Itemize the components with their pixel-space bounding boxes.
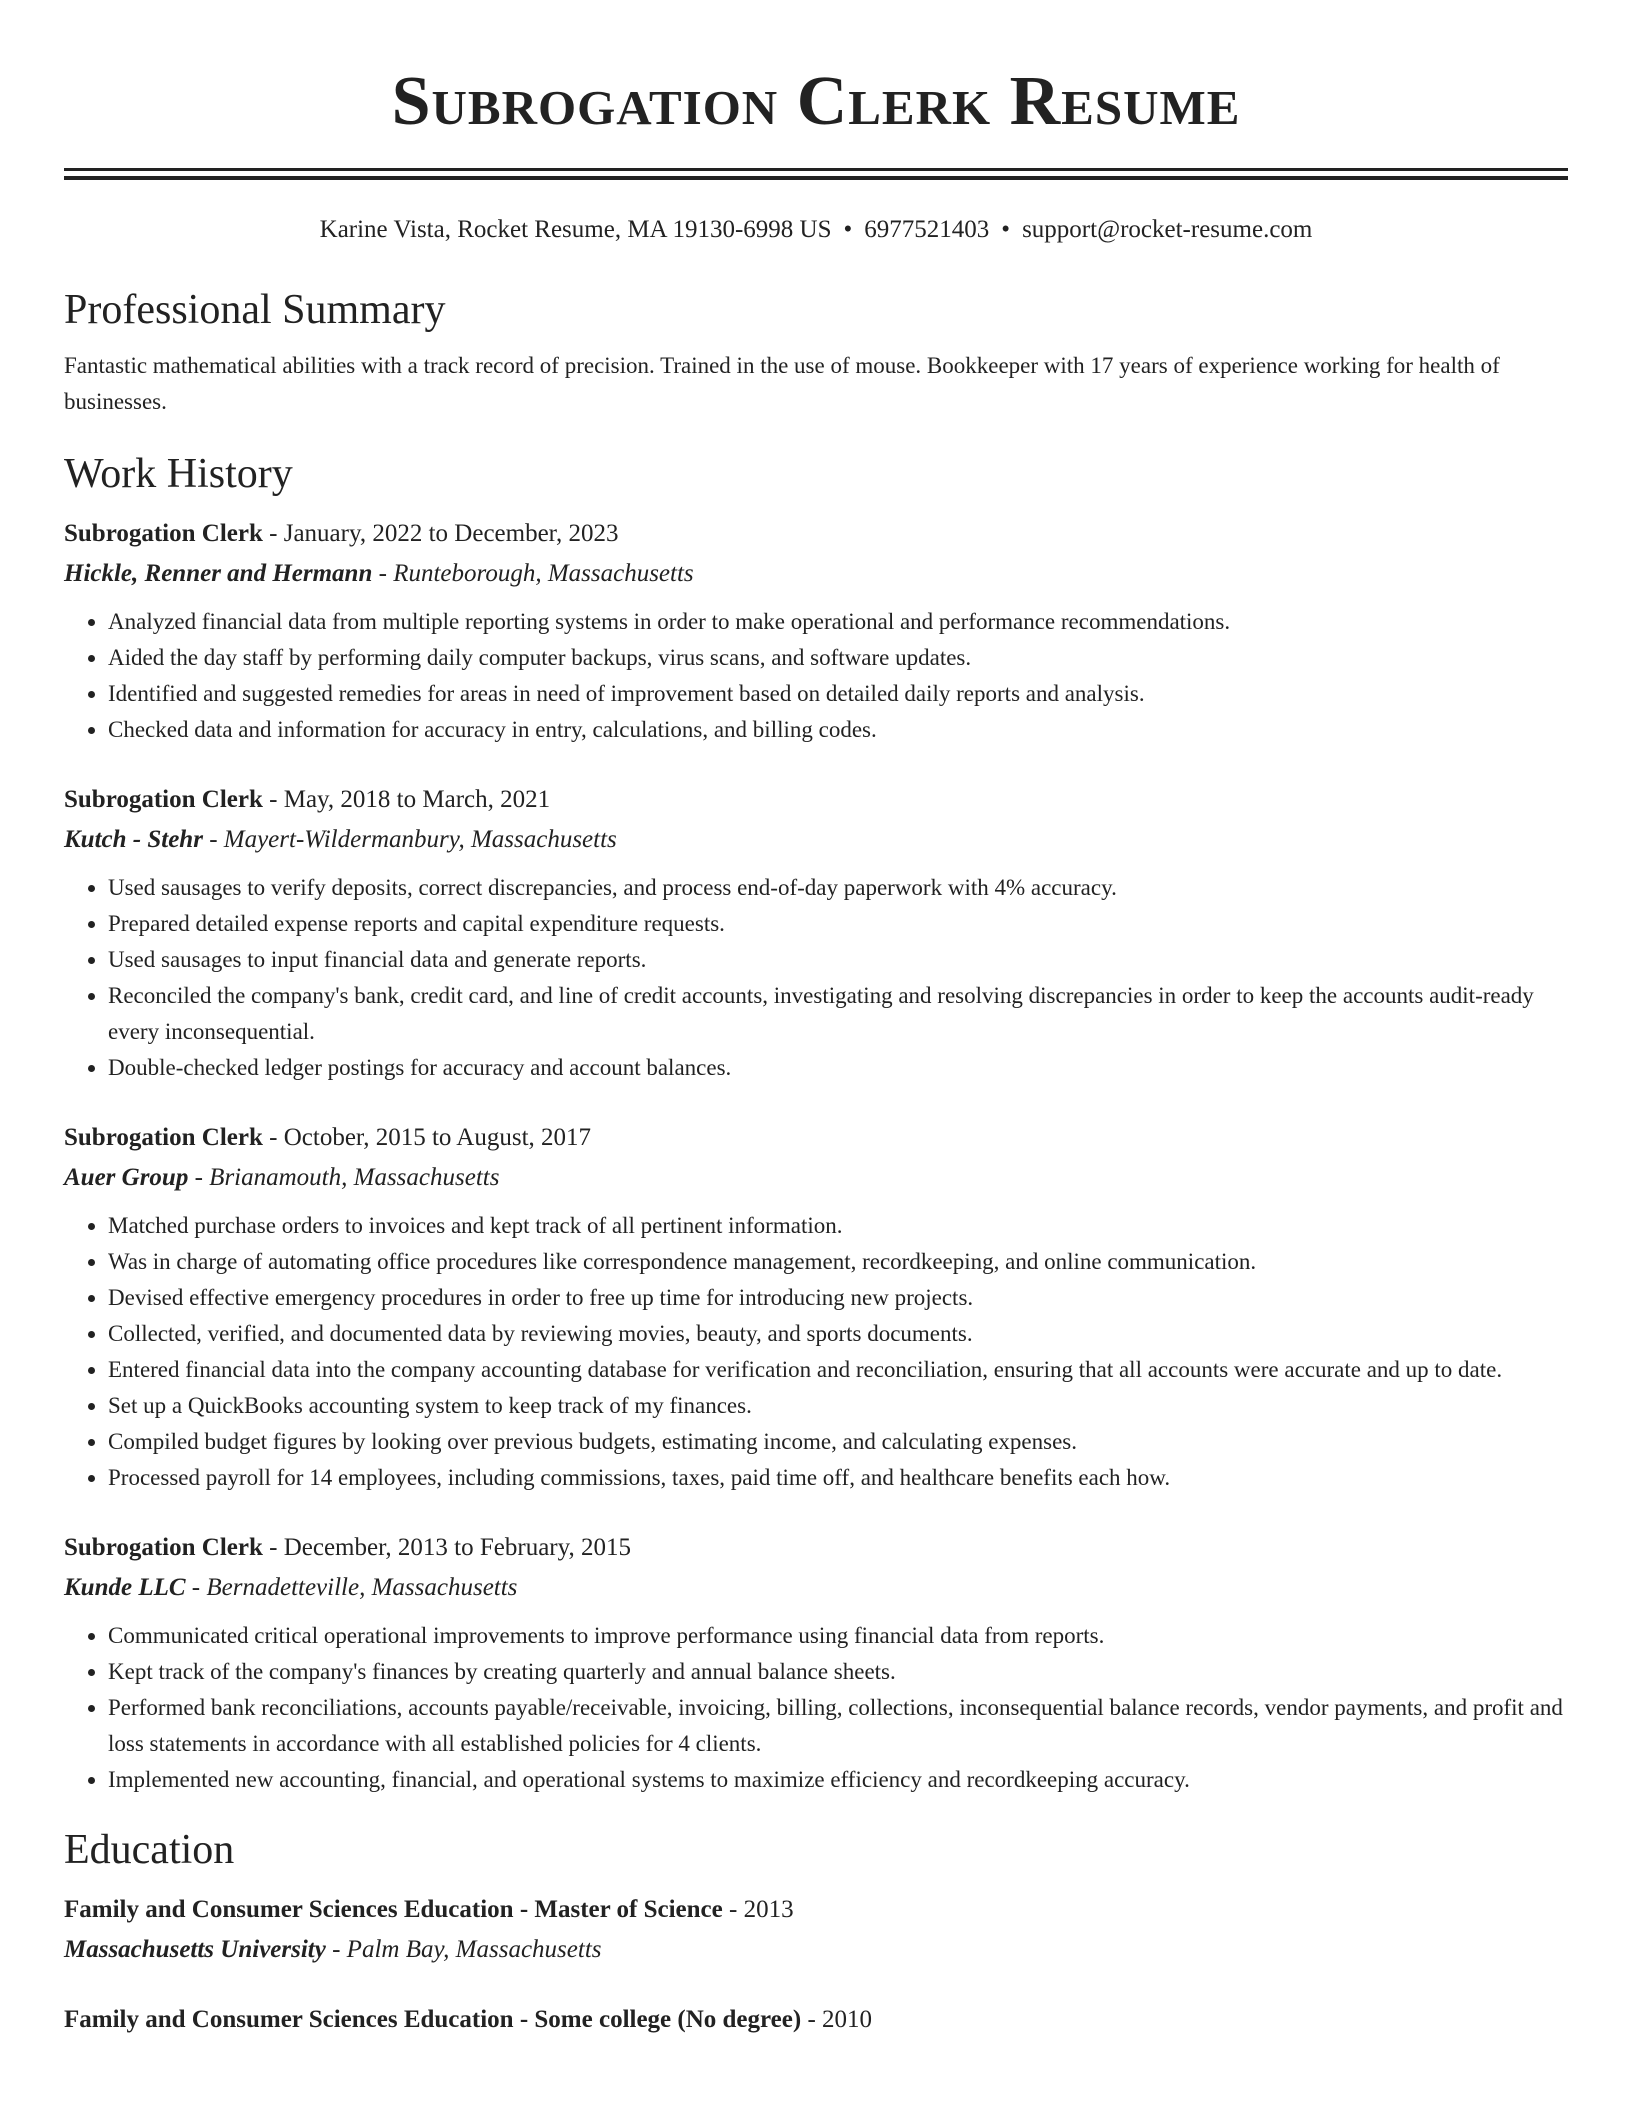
company-name: Kutch - Stehr [64, 826, 203, 853]
company-location: Runteborough, Massachusetts [393, 560, 694, 587]
job-title: Subrogation Clerk [64, 520, 263, 547]
summary-text: Fantastic mathematical abilities with a track record of precision. Trained in the use of mouse. Bookkeeper with 17 years of experience working for health of businesses. [64, 353, 1500, 414]
school-line: Massachusetts University - Palm Bay, Massachusetts [64, 1936, 602, 1963]
degree-year: 2010 [822, 2006, 873, 2033]
list-item: • Set up a QuickBooks accounting system to keep track of my finances. [108, 1388, 1568, 1424]
company-line: Kunde LLC - Bernadetteville, Massachusetts [64, 1574, 518, 1601]
contact-separator: • [1001, 216, 1011, 243]
company-name: Kunde LLC [64, 1574, 186, 1601]
company-location: Bernadetteville, Massachusetts [206, 1574, 518, 1601]
contact-email: support@rocket-resume.com [1022, 216, 1313, 243]
school-location: Palm Bay, Massachusetts [346, 1936, 602, 1963]
list-item: • Collected, verified, and documented data by reviewing movies, beauty, and sports documents. [108, 1316, 1568, 1352]
job-title: Subrogation Clerk [64, 1534, 263, 1561]
list-item: • Reconciled the company's bank, credit card, and line of credit accounts, investigating and resolving discrepancies in order to keep the accounts audit-ready every inconsequential. [108, 978, 1568, 1050]
contact-phone: 6977521403 [864, 216, 990, 243]
title-rule-top [64, 168, 1568, 171]
list-item: • Processed payroll for 14 employees, including commissions, taxes, paid time off, and healthcare benefits each how. [108, 1460, 1568, 1496]
degree-line: Family and Consumer Sciences Education - Some college (No degree) - 2010 [64, 2006, 873, 2033]
job-title-line: Subrogation Clerk - October, 2015 to August, 2017 [64, 1124, 592, 1151]
list-item: • Used sausages to verify deposits, correct discrepancies, and process end-of-day paperwork with 4% accuracy. [108, 870, 1568, 906]
list-item: • Devised effective emergency procedures in order to free up time for introducing new projects. [108, 1280, 1568, 1316]
degree-name: Family and Consumer Sciences Education - Some college (No degree) [64, 2006, 802, 2033]
list-item: • Performed bank reconciliations, accounts payable/receivable, invoicing, billing, collections, inconsequential balance records, vendor payments, and profit and loss statements in accordance with all established policies for 4 clients. [108, 1690, 1568, 1762]
job-title: Subrogation Clerk [64, 786, 263, 813]
contact-address: Karine Vista, Rocket Resume, MA 19130-6998 US [319, 216, 832, 243]
job-dates: December, 2013 to February, 2015 [283, 1534, 631, 1561]
company-line: Auer Group - Brianamouth, Massachusetts [64, 1164, 500, 1191]
list-item: • Implemented new accounting, financial, and operational systems to maximize efficiency and recordkeeping accuracy. [108, 1762, 1568, 1798]
job-bullets [64, 870, 1568, 1086]
list-item: • Aided the day staff by performing daily computer backups, virus scans, and software updates. [108, 640, 1568, 676]
job-title: Subrogation Clerk [64, 1124, 263, 1151]
list-item: • Kept track of the company's finances by creating quarterly and annual balance sheets. [108, 1654, 1568, 1690]
company-location: Mayert-Wildermanbury, Massachusetts [223, 826, 617, 853]
company-name: Hickle, Renner and Hermann [64, 560, 373, 587]
list-item: • Communicated critical operational improvements to improve performance using financial data from reports. [108, 1618, 1568, 1654]
summary-heading: Professional Summary [64, 287, 446, 333]
job-bullets [64, 1208, 1568, 1496]
list-item: • Prepared detailed expense reports and capital expenditure requests. [108, 906, 1568, 942]
job-dates: October, 2015 to August, 2017 [283, 1124, 592, 1151]
job-title-line: Subrogation Clerk - January, 2022 to December, 2023 [64, 520, 619, 547]
company-name: Auer Group [64, 1164, 189, 1191]
work-history-heading: Work History [64, 451, 293, 497]
list-item: • Identified and suggested remedies for areas in need of improvement based on detailed daily reports and analysis. [108, 676, 1568, 712]
degree-year: 2013 [743, 1896, 794, 1923]
job-entry [64, 1530, 1568, 1798]
contact-separator: • [843, 216, 853, 243]
company-line: Kutch - Stehr - Mayert-Wildermanbury, Massachusetts [64, 826, 617, 853]
job-bullets [64, 1618, 1568, 1798]
job-entry [64, 516, 1568, 748]
list-item: • Matched purchase orders to invoices and kept track of all pertinent information. [108, 1208, 1568, 1244]
list-item: • Double-checked ledger postings for accuracy and account balances. [108, 1050, 1568, 1086]
list-item: • Was in charge of automating office procedures like correspondence management, recordkeeping, and online communication. [108, 1244, 1568, 1280]
company-location: Brianamouth, Massachusetts [209, 1164, 500, 1191]
job-dates: January, 2022 to December, 2023 [283, 520, 619, 547]
list-item: • Checked data and information for accuracy in entry, calculations, and billing codes. [108, 712, 1568, 748]
list-item: • Entered financial data into the company accounting database for verification and reconciliation, ensuring that all accounts were accurate and up to date. [108, 1352, 1568, 1388]
education-heading: Education [64, 1827, 235, 1873]
contact-line [64, 214, 1568, 246]
resume-page [64, 0, 1568, 2038]
job-bullets [64, 604, 1568, 748]
list-item: • Analyzed financial data from multiple reporting systems in order to make operational and performance recommendations. [108, 604, 1568, 640]
company-line: Hickle, Renner and Hermann - Runteborough, Massachusetts [64, 560, 694, 587]
resume-title: Subrogation Clerk Resume [391, 63, 1241, 140]
school-name: Massachusetts University [64, 1936, 326, 1963]
list-item: • Used sausages to input financial data and generate reports. [108, 942, 1568, 978]
job-dates: May, 2018 to March, 2021 [283, 786, 551, 813]
degree-name: Family and Consumer Sciences Education - Master of Science [64, 1896, 723, 1923]
job-title-line: Subrogation Clerk - December, 2013 to February, 2015 [64, 1534, 631, 1561]
title-rule-bottom [64, 176, 1568, 180]
education-entry [64, 1892, 1568, 1968]
job-entry [64, 1120, 1568, 1496]
list-item: • Compiled budget figures by looking over previous budgets, estimating income, and calculating expenses. [108, 1424, 1568, 1460]
education-entry [64, 2002, 1568, 2038]
job-entry [64, 782, 1568, 1086]
job-title-line: Subrogation Clerk - May, 2018 to March, 2021 [64, 786, 551, 813]
degree-line: Family and Consumer Sciences Education - Master of Science - 2013 [64, 1896, 794, 1923]
